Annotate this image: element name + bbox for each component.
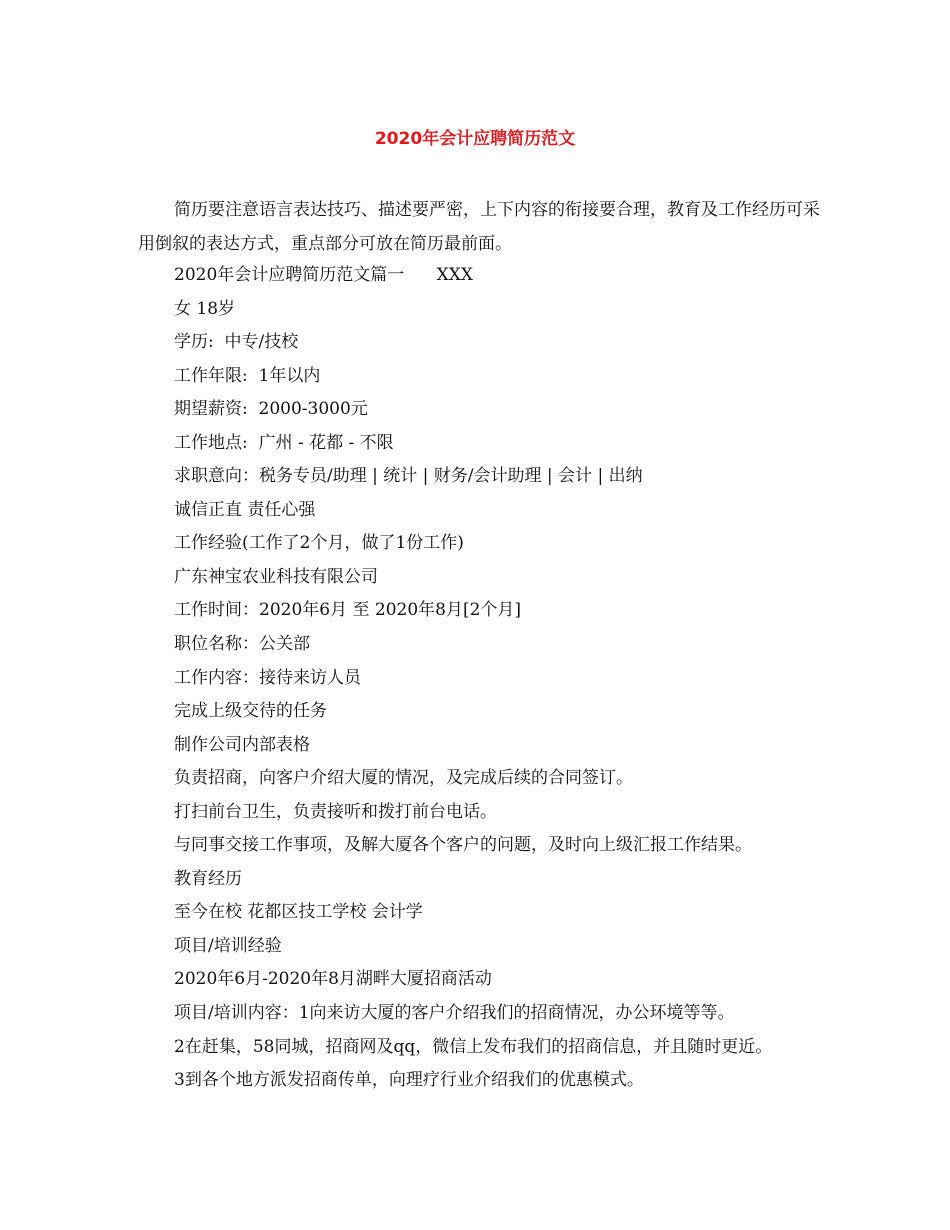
work-period-line: 工作时间：2020年6月 至 2020年8月[2个月]: [174, 600, 522, 621]
position-title-line: 职位名称：公关部: [174, 634, 310, 655]
job-duty-line: 与同事交接工作事项，及解大厦各个客户的问题，及时向上级汇报工作结果。: [174, 835, 752, 856]
project-content-line: 项目/培训内容：1向来访大厦的客户介绍我们的招商情况，办公环境等等。: [174, 1003, 735, 1024]
school-line: 至今在校 花都区技工学校 会计学: [174, 902, 423, 923]
project-content-line: 3到各个地方派发招商传单，向理疗行业介绍我们的优惠模式。: [174, 1070, 644, 1091]
expected-salary-line: 期望薪资: 2000-3000元: [174, 399, 368, 420]
project-heading: 项目/培训经验: [174, 935, 282, 956]
job-content-line: 工作内容：接待来访人员: [174, 667, 361, 688]
company-name-line: 广东神宝农业科技有限公司: [174, 566, 378, 587]
work-experience-heading: 工作经验(工作了2个月，做了1份工作): [174, 533, 464, 554]
intro-paragraph: 简历要注意语言表达技巧、描述要严密，上下内容的衔接要合理，教育及工作经历可采用倒叙的表达方式，重点部分可放在简历最前面。: [138, 200, 820, 254]
work-years-line: 工作年限: 1年以内: [174, 365, 321, 386]
work-location-line: 工作地点: 广州 - 花都 - 不限: [174, 432, 394, 453]
job-duty-line: 制作公司内部表格: [174, 734, 310, 755]
resume-heading-line: 2020年会计应聘简历范文篇一 XXX: [174, 265, 473, 285]
education-heading: 教育经历: [174, 868, 242, 889]
gender-age-line: 女 18岁: [174, 298, 236, 319]
resume-lines: [174, 259, 834, 1098]
project-content-line: 2在赶集，58同城，招商网及qq，微信上发布我们的招商信息，并且随时更近。: [174, 1036, 773, 1057]
project-title-line: 2020年6月-2020年8月湖畔大厦招商活动: [174, 969, 492, 990]
document-title: 2020年会计应聘简历范文: [374, 129, 576, 149]
job-duty-line: 负责招商，向客户介绍大厦的情况，及完成后续的合同签订。: [174, 768, 633, 789]
job-duty-line: 打扫前台卫生，负责接听和拨打前台电话。: [174, 801, 497, 822]
self-evaluation-line: 诚信正直 责任心强: [174, 499, 316, 520]
education-level-line: 学历: 中专/技校: [174, 332, 299, 353]
job-intention-line: 求职意向：税务专员/助理 | 统计 | 财务/会计助理 | 会计 | 出纳: [174, 466, 643, 487]
job-duty-line: 完成上级交待的任务: [174, 701, 327, 722]
